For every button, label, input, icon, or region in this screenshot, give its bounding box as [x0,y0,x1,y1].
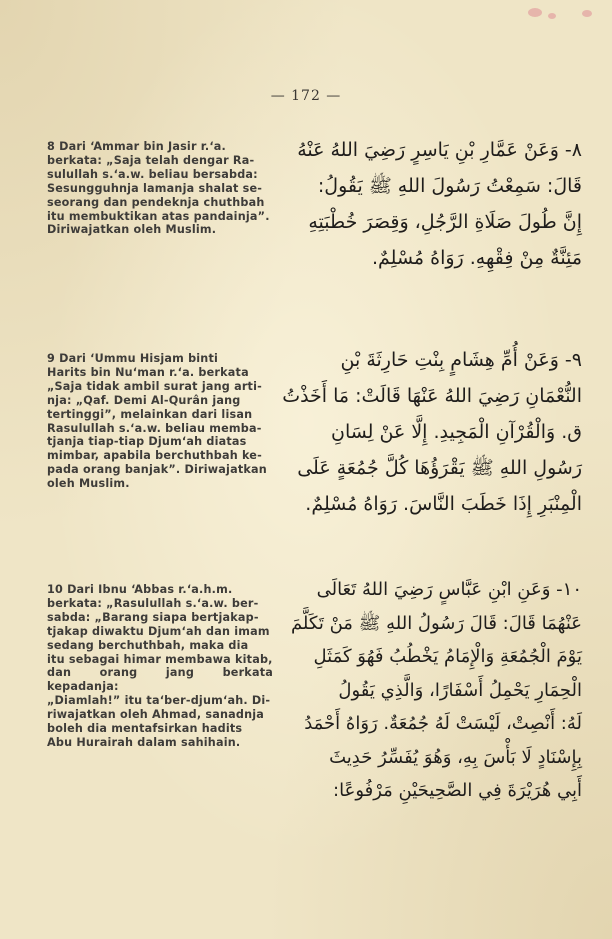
hadith-9-arabic: ٩- وَعَنْ أُمِّ هِشَامٍ بِنْتِ حَارِثَةَ بْنِ النُّعْمَانِ رَضِيَ اللهُ عَنْهَا قَالَتْ: مَا أَخَذْتُ ق. وَالْقُرْآنِ الْمَجِيدِ. إِلَّا عَنْ لِسَانِ رَسُولِ اللهِ ﷺ يَقْرَؤُهَا كُلَّ جُمُعَةٍ عَلَى الْمِنْبَرِ إِذَا خَطَبَ النَّاسَ. رَوَاهُ مُسْلِمٌ. [282,349,582,515]
paper-stain [528,8,542,17]
hadith-10-translation: 10 Dari Ibnu ‘Abbas r.‘a.h.m. berkata: „Rasulullah s.‘a.w. ber- sabda: „Barang siapa bertjakap- tjakap diwaktu Djum‘ah dan imam sedang berchuthbah, maka dia itu sebagai himar membawa kitab, dan orang jang berkata kepadanja: „Diamlah!” itu ta‘ber-djum‘ah. Di- riwajatkan oleh Ahmad, sanadnja boleh dia mentafsirkan hadits Abu Hurairah dalam sahihain. [47,583,273,749]
hadith-8-translation: 8 Dari ‘Ammar bin Jasir r.‘a. berkata: „Saja telah dengar Ra- sulullah s.‘a.w. beliau bersabda: Sesungguhnja lamanja shalat se- seorang dan pendeknja chuthbah itu membuktikan atas pandainja”. Diriwajatkan oleh Muslim. [47,140,270,237]
hadith-9-translation: 9 Dari ‘Ummu Hisjam binti Harits bin Nu‘man r.‘a. berkata „Saja tidak ambil surat jang arti- nja: „Qaf. Demi Al-Qurân jang tertinggi”, melainkan dari lisan Rasulullah s.‘a.w. beliau memba- tjanja tiap-tiap Djum‘ah diatas mimbar, apabila berchuthbah ke- pada orang banjak”. Diriwajatkan oleh Muslim. [47,352,267,491]
hadith-10-arabic: ١٠- وَعَنِ ابْنِ عَبَّاسٍ رَضِيَ اللهُ تَعَالَى عَنْهُمَا قَالَ: قَالَ رَسُولُ اللهِ ﷺ مَنْ تَكَلَّمَ يَوْمَ الْجُمُعَةِ وَالْإِمَامُ يَخْطُبُ فَهُوَ كَمَثَلِ الْحِمَارِ يَحْمِلُ أَسْفَارًا، وَالَّذِي يَقُولُ لَهُ: أَنْصِتْ، لَيْسَتْ لَهُ جُمُعَةٌ. رَوَاهُ أَحْمَدُ بِإِسْنَادٍ لَا بَأْسَ بِهِ، وَهُوَ يُفَسِّرُ حَدِيثَ أَبِي هُرَيْرَةَ فِي الصَّحِيحَيْنِ مَرْفُوعًا: [290,579,582,801]
page-number: — 172 — [270,88,342,104]
hadith-8-arabic: ٨- وَعَنْ عَمَّارِ بْنِ يَاسِرٍ رَضِيَ اللهُ عَنْهُ قَالَ: سَمِعْتُ رَسُولَ اللهِ ﷺ يَقُولُ: إِنَّ طُولَ صَلَاةِ الرَّجُلِ، وَقِصَرَ خُطْبَتِهِ مَئِنَّةٌ مِنْ فِقْهِهِ. رَوَاهُ مُسْلِمٌ. [297,139,582,269]
paper-stain [582,10,592,17]
paper-stain [548,13,556,19]
